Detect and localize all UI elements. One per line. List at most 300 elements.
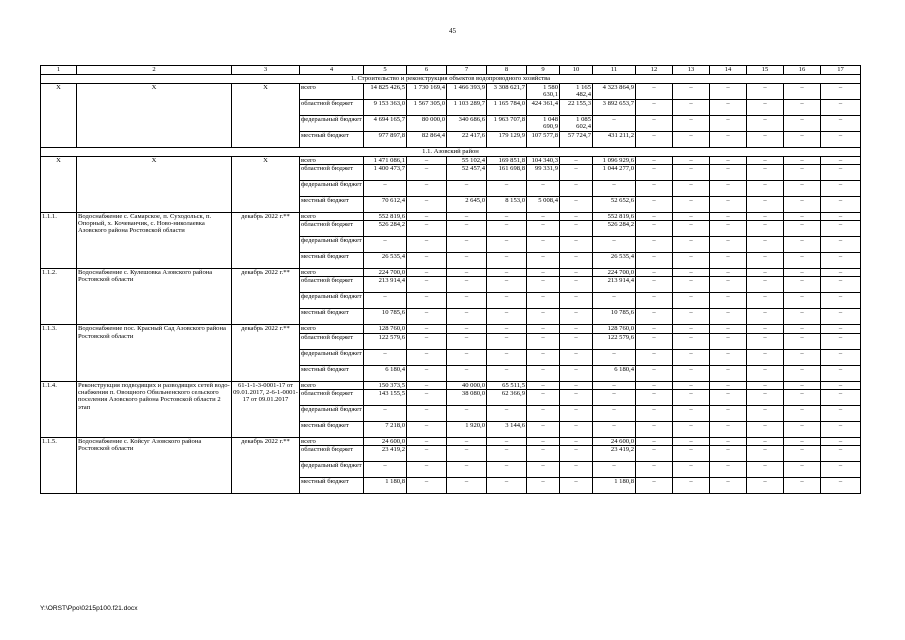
amount-cell: –: [593, 422, 636, 438]
amount-cell: –: [821, 365, 861, 381]
amount-cell: –: [821, 196, 861, 212]
amount-cell: –: [747, 115, 784, 131]
amount-cell: 1 096 929,6: [593, 156, 636, 164]
amount-cell: –: [407, 156, 447, 164]
amount-cell: –: [593, 237, 636, 253]
amount-cell: –: [487, 237, 527, 253]
column-number: 4: [300, 66, 364, 75]
amount-cell: –: [710, 478, 747, 494]
funding-source: федеральный бюджет: [300, 237, 364, 253]
funding-source: местный бюджет: [300, 478, 364, 494]
amount-cell: –: [673, 422, 710, 438]
amount-cell: –: [447, 446, 487, 462]
amount-cell: –: [407, 237, 447, 253]
amount-cell: –: [593, 180, 636, 196]
amount-cell: –: [673, 84, 710, 100]
amount-cell: –: [364, 349, 407, 365]
amount-cell: –: [407, 333, 447, 349]
amount-cell: –: [747, 478, 784, 494]
amount-cell: –: [747, 269, 784, 277]
amount-cell: –: [747, 446, 784, 462]
amount-cell: –: [560, 212, 593, 220]
amount-cell: –: [407, 406, 447, 422]
amount-cell: –: [527, 365, 560, 381]
amount-cell: 6 180,4: [593, 365, 636, 381]
amount-cell: –: [636, 422, 673, 438]
amount-cell: –: [784, 422, 821, 438]
amount-cell: –: [673, 406, 710, 422]
amount-cell: –: [487, 221, 527, 237]
amount-cell: 1 920,0: [447, 422, 487, 438]
column-number: 1: [41, 66, 77, 75]
amount-cell: –: [784, 212, 821, 220]
amount-cell: –: [784, 237, 821, 253]
amount-cell: –: [487, 365, 527, 381]
amount-cell: –: [447, 277, 487, 293]
amount-cell: –: [560, 349, 593, 365]
funding-source: местный бюджет: [300, 131, 364, 147]
table-row: [41, 325, 861, 333]
amount-cell: –: [710, 277, 747, 293]
amount-cell: –: [710, 180, 747, 196]
column-number: 17: [821, 66, 861, 75]
amount-cell: –: [487, 333, 527, 349]
amount-cell: –: [784, 478, 821, 494]
amount-cell: 38 080,0: [447, 390, 487, 406]
amount-cell: –: [447, 237, 487, 253]
amount-cell: –: [527, 325, 560, 333]
amount-cell: 62 366,9: [487, 390, 527, 406]
amount-cell: –: [710, 221, 747, 237]
column-number-row: [41, 66, 861, 75]
funding-source: областной бюджет: [300, 333, 364, 349]
column-number: 16: [784, 66, 821, 75]
amount-cell: –: [593, 406, 636, 422]
funding-source: всего: [300, 84, 364, 100]
amount-cell: 1 580 630,1: [527, 84, 560, 100]
amount-cell: –: [821, 422, 861, 438]
amount-cell: –: [593, 349, 636, 365]
funding-source: областной бюджет: [300, 99, 364, 115]
amount-cell: –: [407, 325, 447, 333]
amount-cell: 977 897,8: [364, 131, 407, 147]
amount-cell: –: [673, 156, 710, 164]
amount-cell: –: [710, 212, 747, 220]
amount-cell: –: [636, 293, 673, 309]
amount-cell: –: [747, 84, 784, 100]
item-name: Водоснабжение с. Кулешовка Азовского района Ростовской области: [77, 269, 232, 325]
item-period: 61-1-1-3-0001-17 от 09.01.2017, 2-6-1-0001-17 от 09.01.2017: [232, 381, 300, 437]
amount-cell: –: [527, 478, 560, 494]
amount-cell: –: [821, 438, 861, 446]
amount-cell: –: [560, 156, 593, 164]
amount-cell: –: [527, 381, 560, 389]
amount-cell: –: [673, 309, 710, 325]
amount-cell: –: [821, 253, 861, 269]
amount-cell: –: [560, 325, 593, 333]
amount-cell: –: [673, 446, 710, 462]
funding-source: местный бюджет: [300, 365, 364, 381]
amount-cell: –: [364, 180, 407, 196]
amount-cell: –: [636, 381, 673, 389]
amount-cell: 104 340,3: [527, 156, 560, 164]
amount-cell: –: [673, 381, 710, 389]
file-path-footer: Y:\ORST\Ppo\0215p100.f21.docx: [40, 605, 138, 612]
amount-cell: –: [447, 293, 487, 309]
amount-cell: –: [747, 212, 784, 220]
amount-cell: 213 914,4: [364, 277, 407, 293]
section-title: 1.1. Азовский район: [41, 147, 861, 156]
amount-cell: –: [710, 406, 747, 422]
funding-source: федеральный бюджет: [300, 293, 364, 309]
amount-cell: –: [487, 309, 527, 325]
amount-cell: –: [527, 333, 560, 349]
budget-table: [40, 65, 861, 494]
amount-cell: –: [821, 406, 861, 422]
amount-cell: 552 819,6: [593, 212, 636, 220]
amount-cell: –: [527, 269, 560, 277]
amount-cell: –: [821, 293, 861, 309]
funding-source: федеральный бюджет: [300, 349, 364, 365]
amount-cell: –: [673, 390, 710, 406]
amount-cell: 431 211,2: [593, 131, 636, 147]
amount-cell: 424 361,4: [527, 99, 560, 115]
amount-cell: –: [710, 349, 747, 365]
column-number: 10: [560, 66, 593, 75]
amount-cell: –: [560, 381, 593, 389]
amount-cell: –: [673, 438, 710, 446]
amount-cell: –: [407, 390, 447, 406]
amount-cell: –: [821, 333, 861, 349]
funding-source: областной бюджет: [300, 277, 364, 293]
amount-cell: –: [636, 277, 673, 293]
amount-cell: –: [747, 99, 784, 115]
amount-cell: 23 419,2: [364, 446, 407, 462]
item-period: Х: [232, 156, 300, 212]
amount-cell: 128 760,0: [593, 325, 636, 333]
amount-cell: –: [527, 406, 560, 422]
amount-cell: –: [747, 438, 784, 446]
amount-cell: –: [821, 309, 861, 325]
amount-cell: –: [710, 156, 747, 164]
column-number: 15: [747, 66, 784, 75]
amount-cell: 80 000,0: [407, 115, 447, 131]
amount-cell: –: [447, 180, 487, 196]
amount-cell: –: [364, 462, 407, 478]
amount-cell: –: [636, 349, 673, 365]
amount-cell: –: [710, 115, 747, 131]
amount-cell: –: [636, 365, 673, 381]
amount-cell: 99 331,9: [527, 164, 560, 180]
amount-cell: –: [673, 237, 710, 253]
amount-cell: –: [364, 293, 407, 309]
amount-cell: 526 284,2: [593, 221, 636, 237]
amount-cell: –: [447, 221, 487, 237]
amount-cell: 22 155,3: [560, 99, 593, 115]
amount-cell: –: [784, 438, 821, 446]
amount-cell: 143 155,5: [364, 390, 407, 406]
amount-cell: 57 724,7: [560, 131, 593, 147]
amount-cell: –: [560, 237, 593, 253]
amount-cell: –: [710, 196, 747, 212]
funding-source: местный бюджет: [300, 309, 364, 325]
amount-cell: –: [487, 349, 527, 365]
amount-cell: –: [636, 333, 673, 349]
page-number: 45: [449, 27, 456, 35]
amount-cell: –: [447, 406, 487, 422]
amount-cell: –: [527, 293, 560, 309]
amount-cell: –: [821, 221, 861, 237]
amount-cell: –: [747, 253, 784, 269]
amount-cell: –: [821, 462, 861, 478]
item-name: Реконструкция подводящих и разводящих сетей водо-снабжения п. Овощного Обильненского сельского поселения Азовского района Ростовской области 2 этап: [77, 381, 232, 437]
amount-cell: 150 373,5: [364, 381, 407, 389]
amount-cell: –: [673, 462, 710, 478]
amount-cell: –: [673, 478, 710, 494]
amount-cell: –: [673, 99, 710, 115]
amount-cell: –: [710, 446, 747, 462]
amount-cell: –: [821, 349, 861, 365]
table-row: [41, 212, 861, 220]
column-number: 8: [487, 66, 527, 75]
amount-cell: –: [527, 277, 560, 293]
amount-cell: 224 700,0: [364, 269, 407, 277]
amount-cell: –: [747, 237, 784, 253]
amount-cell: –: [447, 438, 487, 446]
amount-cell: –: [821, 269, 861, 277]
amount-cell: –: [636, 221, 673, 237]
amount-cell: –: [560, 462, 593, 478]
column-number: 13: [673, 66, 710, 75]
amount-cell: –: [673, 221, 710, 237]
amount-cell: 1 730 169,4: [407, 84, 447, 100]
amount-cell: 55 102,4: [447, 156, 487, 164]
amount-cell: –: [747, 462, 784, 478]
item-period: декабрь 2022 г.**: [232, 269, 300, 325]
funding-source: областной бюджет: [300, 446, 364, 462]
amount-cell: –: [636, 164, 673, 180]
table-row: [41, 381, 861, 389]
amount-cell: –: [487, 212, 527, 220]
amount-cell: –: [447, 333, 487, 349]
amount-cell: –: [636, 390, 673, 406]
amount-cell: –: [821, 325, 861, 333]
amount-cell: –: [527, 237, 560, 253]
amount-cell: –: [447, 309, 487, 325]
amount-cell: 3 308 621,7: [487, 84, 527, 100]
amount-cell: –: [710, 84, 747, 100]
amount-cell: –: [673, 115, 710, 131]
amount-cell: –: [560, 438, 593, 446]
amount-cell: 22 417,6: [447, 131, 487, 147]
amount-cell: 1 471 086,1: [364, 156, 407, 164]
amount-cell: –: [560, 293, 593, 309]
amount-cell: –: [747, 333, 784, 349]
amount-cell: –: [784, 131, 821, 147]
amount-cell: –: [747, 293, 784, 309]
amount-cell: –: [747, 309, 784, 325]
funding-source: федеральный бюджет: [300, 180, 364, 196]
amount-cell: 82 864,4: [407, 131, 447, 147]
amount-cell: 224 700,0: [593, 269, 636, 277]
item-number: Х: [41, 84, 77, 148]
amount-cell: –: [636, 309, 673, 325]
funding-source: всего: [300, 438, 364, 446]
amount-cell: 213 914,4: [593, 277, 636, 293]
amount-cell: –: [487, 478, 527, 494]
amount-cell: –: [527, 180, 560, 196]
amount-cell: –: [784, 462, 821, 478]
funding-source: местный бюджет: [300, 422, 364, 438]
amount-cell: –: [747, 196, 784, 212]
amount-cell: –: [784, 390, 821, 406]
amount-cell: –: [636, 99, 673, 115]
amount-cell: 552 819,6: [364, 212, 407, 220]
amount-cell: –: [447, 478, 487, 494]
amount-cell: –: [527, 221, 560, 237]
amount-cell: –: [710, 438, 747, 446]
amount-cell: –: [784, 381, 821, 389]
amount-cell: –: [407, 365, 447, 381]
amount-cell: 179 129,9: [487, 131, 527, 147]
amount-cell: –: [560, 422, 593, 438]
item-number: 1.1.4.: [41, 381, 77, 437]
amount-cell: 169 851,8: [487, 156, 527, 164]
amount-cell: 1 165 784,0: [487, 99, 527, 115]
amount-cell: 2 645,0: [447, 196, 487, 212]
amount-cell: –: [821, 390, 861, 406]
funding-source: всего: [300, 325, 364, 333]
funding-source: всего: [300, 212, 364, 220]
column-number: 9: [527, 66, 560, 75]
amount-cell: –: [560, 221, 593, 237]
amount-cell: –: [407, 253, 447, 269]
amount-cell: –: [364, 237, 407, 253]
amount-cell: –: [447, 462, 487, 478]
amount-cell: –: [673, 325, 710, 333]
amount-cell: –: [710, 253, 747, 269]
amount-cell: 1 963 707,8: [487, 115, 527, 131]
amount-cell: –: [821, 99, 861, 115]
amount-cell: –: [527, 422, 560, 438]
amount-cell: –: [407, 462, 447, 478]
amount-cell: –: [487, 406, 527, 422]
amount-cell: –: [673, 277, 710, 293]
amount-cell: –: [407, 478, 447, 494]
amount-cell: –: [636, 196, 673, 212]
section-title-row: [41, 75, 861, 84]
column-number: 11: [593, 66, 636, 75]
amount-cell: 7 218,0: [364, 422, 407, 438]
amount-cell: –: [821, 131, 861, 147]
amount-cell: –: [487, 325, 527, 333]
amount-cell: –: [747, 180, 784, 196]
amount-cell: –: [560, 269, 593, 277]
funding-source: федеральный бюджет: [300, 115, 364, 131]
amount-cell: –: [487, 293, 527, 309]
amount-cell: –: [821, 156, 861, 164]
amount-cell: –: [447, 212, 487, 220]
amount-cell: 24 600,0: [593, 438, 636, 446]
amount-cell: 1 048 690,9: [527, 115, 560, 131]
amount-cell: –: [407, 277, 447, 293]
amount-cell: –: [673, 333, 710, 349]
amount-cell: –: [636, 180, 673, 196]
amount-cell: –: [560, 390, 593, 406]
amount-cell: 5 008,4: [527, 196, 560, 212]
amount-cell: 40 000,0: [447, 381, 487, 389]
amount-cell: –: [636, 212, 673, 220]
amount-cell: –: [821, 478, 861, 494]
amount-cell: –: [673, 131, 710, 147]
amount-cell: –: [821, 212, 861, 220]
amount-cell: –: [784, 84, 821, 100]
table-row: [41, 438, 861, 446]
amount-cell: –: [710, 381, 747, 389]
amount-cell: –: [593, 293, 636, 309]
column-number: 7: [447, 66, 487, 75]
amount-cell: –: [487, 269, 527, 277]
amount-cell: 4 694 165,7: [364, 115, 407, 131]
amount-cell: 107 577,8: [527, 131, 560, 147]
amount-cell: –: [784, 221, 821, 237]
amount-cell: –: [784, 164, 821, 180]
amount-cell: –: [784, 277, 821, 293]
item-number: 1.1.1.: [41, 212, 77, 268]
amount-cell: –: [747, 277, 784, 293]
amount-cell: 1 400 473,7: [364, 164, 407, 180]
amount-cell: –: [821, 277, 861, 293]
amount-cell: –: [747, 164, 784, 180]
amount-cell: –: [673, 269, 710, 277]
amount-cell: –: [487, 462, 527, 478]
amount-cell: –: [673, 180, 710, 196]
amount-cell: –: [407, 212, 447, 220]
amount-cell: 6 180,4: [364, 365, 407, 381]
amount-cell: –: [407, 221, 447, 237]
amount-cell: –: [407, 446, 447, 462]
amount-cell: –: [636, 325, 673, 333]
amount-cell: 10 785,6: [364, 309, 407, 325]
amount-cell: –: [593, 115, 636, 131]
amount-cell: –: [560, 365, 593, 381]
amount-cell: –: [821, 446, 861, 462]
table-row: [41, 269, 861, 277]
amount-cell: –: [747, 349, 784, 365]
amount-cell: –: [784, 99, 821, 115]
amount-cell: –: [747, 390, 784, 406]
item-period: Х: [232, 84, 300, 148]
amount-cell: –: [560, 478, 593, 494]
amount-cell: –: [407, 164, 447, 180]
funding-source: областной бюджет: [300, 221, 364, 237]
amount-cell: 1 165 482,4: [560, 84, 593, 100]
amount-cell: 24 600,0: [364, 438, 407, 446]
amount-cell: –: [560, 164, 593, 180]
amount-cell: –: [636, 406, 673, 422]
amount-cell: –: [593, 381, 636, 389]
item-number: 1.1.2.: [41, 269, 77, 325]
amount-cell: 4 323 864,9: [593, 84, 636, 100]
amount-cell: –: [636, 269, 673, 277]
column-number: 14: [710, 66, 747, 75]
column-number: 3: [232, 66, 300, 75]
funding-source: областной бюджет: [300, 164, 364, 180]
amount-cell: –: [747, 221, 784, 237]
amount-cell: –: [560, 180, 593, 196]
amount-cell: –: [673, 164, 710, 180]
amount-cell: –: [560, 446, 593, 462]
